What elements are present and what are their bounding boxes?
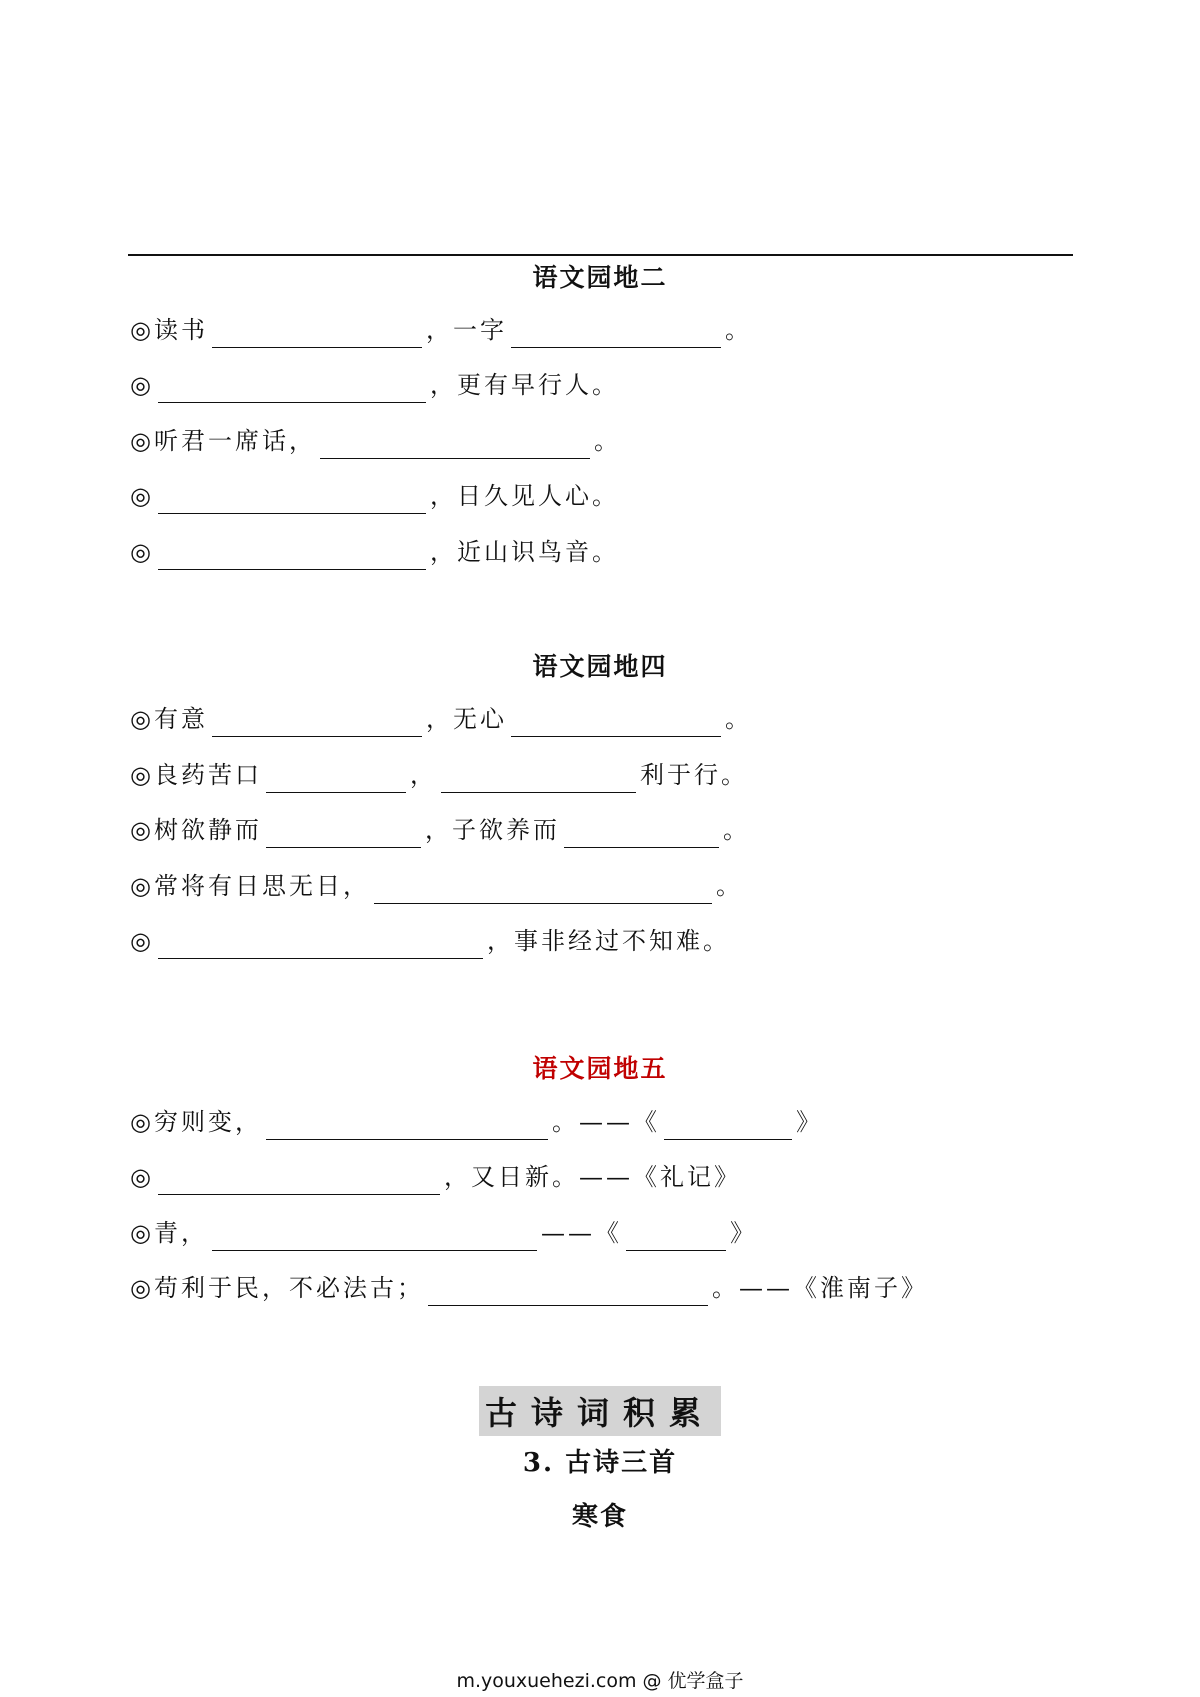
answer-blank[interactable] (511, 708, 721, 737)
fill-line: ◎ ，更有早行人。 (130, 367, 619, 403)
fill-line: ◎ ，又日新。——《礼记》 (130, 1159, 741, 1195)
top-rule (128, 254, 1073, 256)
footer-watermark: m.youxuehezi.com @ 优学盒子 (456, 1670, 744, 1692)
section-title-2: 语文园地二 (532, 263, 668, 292)
fill-line: ◎穷则变， 。——《 》 (130, 1104, 823, 1140)
answer-blank[interactable] (320, 430, 590, 459)
answer-blank[interactable] (158, 930, 483, 959)
answer-blank[interactable] (266, 764, 406, 793)
answer-blank[interactable] (564, 819, 719, 848)
section-title-5: 语文园地五 (532, 1054, 668, 1083)
fill-line: ◎苟利于民，不必法古； 。——《淮南子》 (130, 1270, 928, 1306)
answer-blank[interactable] (212, 708, 422, 737)
answer-blank[interactable] (212, 1222, 537, 1251)
section-title-4: 语文园地四 (532, 652, 668, 681)
fill-line: ◎常将有日思无日， 。 (130, 868, 743, 904)
fill-line: ◎青， ——《 》 (130, 1215, 757, 1251)
fill-line: ◎树欲静而 ，子欲养而 。 (130, 812, 750, 848)
fill-line: ◎ ，近山识鸟音。 (130, 534, 619, 570)
answer-blank[interactable] (511, 319, 721, 348)
fill-line: ◎有意 ，无心 。 (130, 701, 752, 737)
answer-blank[interactable] (374, 875, 712, 904)
answer-blank[interactable] (428, 1277, 708, 1306)
fill-line: ◎听君一席话， 。 (130, 423, 621, 459)
answer-blank[interactable] (266, 1111, 548, 1140)
fill-line: ◎良药苦口 ， 利于行。 (130, 757, 748, 793)
poem-title: 寒食 (571, 1502, 628, 1532)
answer-blank[interactable] (158, 1166, 440, 1195)
answer-blank[interactable] (266, 819, 421, 848)
answer-blank[interactable] (626, 1222, 726, 1251)
fill-line: ◎ ，事非经过不知难。 (130, 923, 730, 959)
poetry-banner (0, 1386, 1200, 1436)
answer-blank[interactable] (664, 1111, 792, 1140)
answer-blank[interactable] (212, 319, 422, 348)
answer-blank[interactable] (158, 485, 426, 514)
answer-blank[interactable] (441, 764, 636, 793)
poetry-banner-label: 古诗词积累 (479, 1386, 721, 1436)
answer-blank[interactable] (158, 374, 426, 403)
fill-line: ◎读书 ，一字 。 (130, 312, 752, 348)
lesson-title: 3. 古诗三首 (522, 1448, 678, 1478)
fill-line: ◎ ，日久见人心。 (130, 478, 619, 514)
answer-blank[interactable] (158, 541, 426, 570)
